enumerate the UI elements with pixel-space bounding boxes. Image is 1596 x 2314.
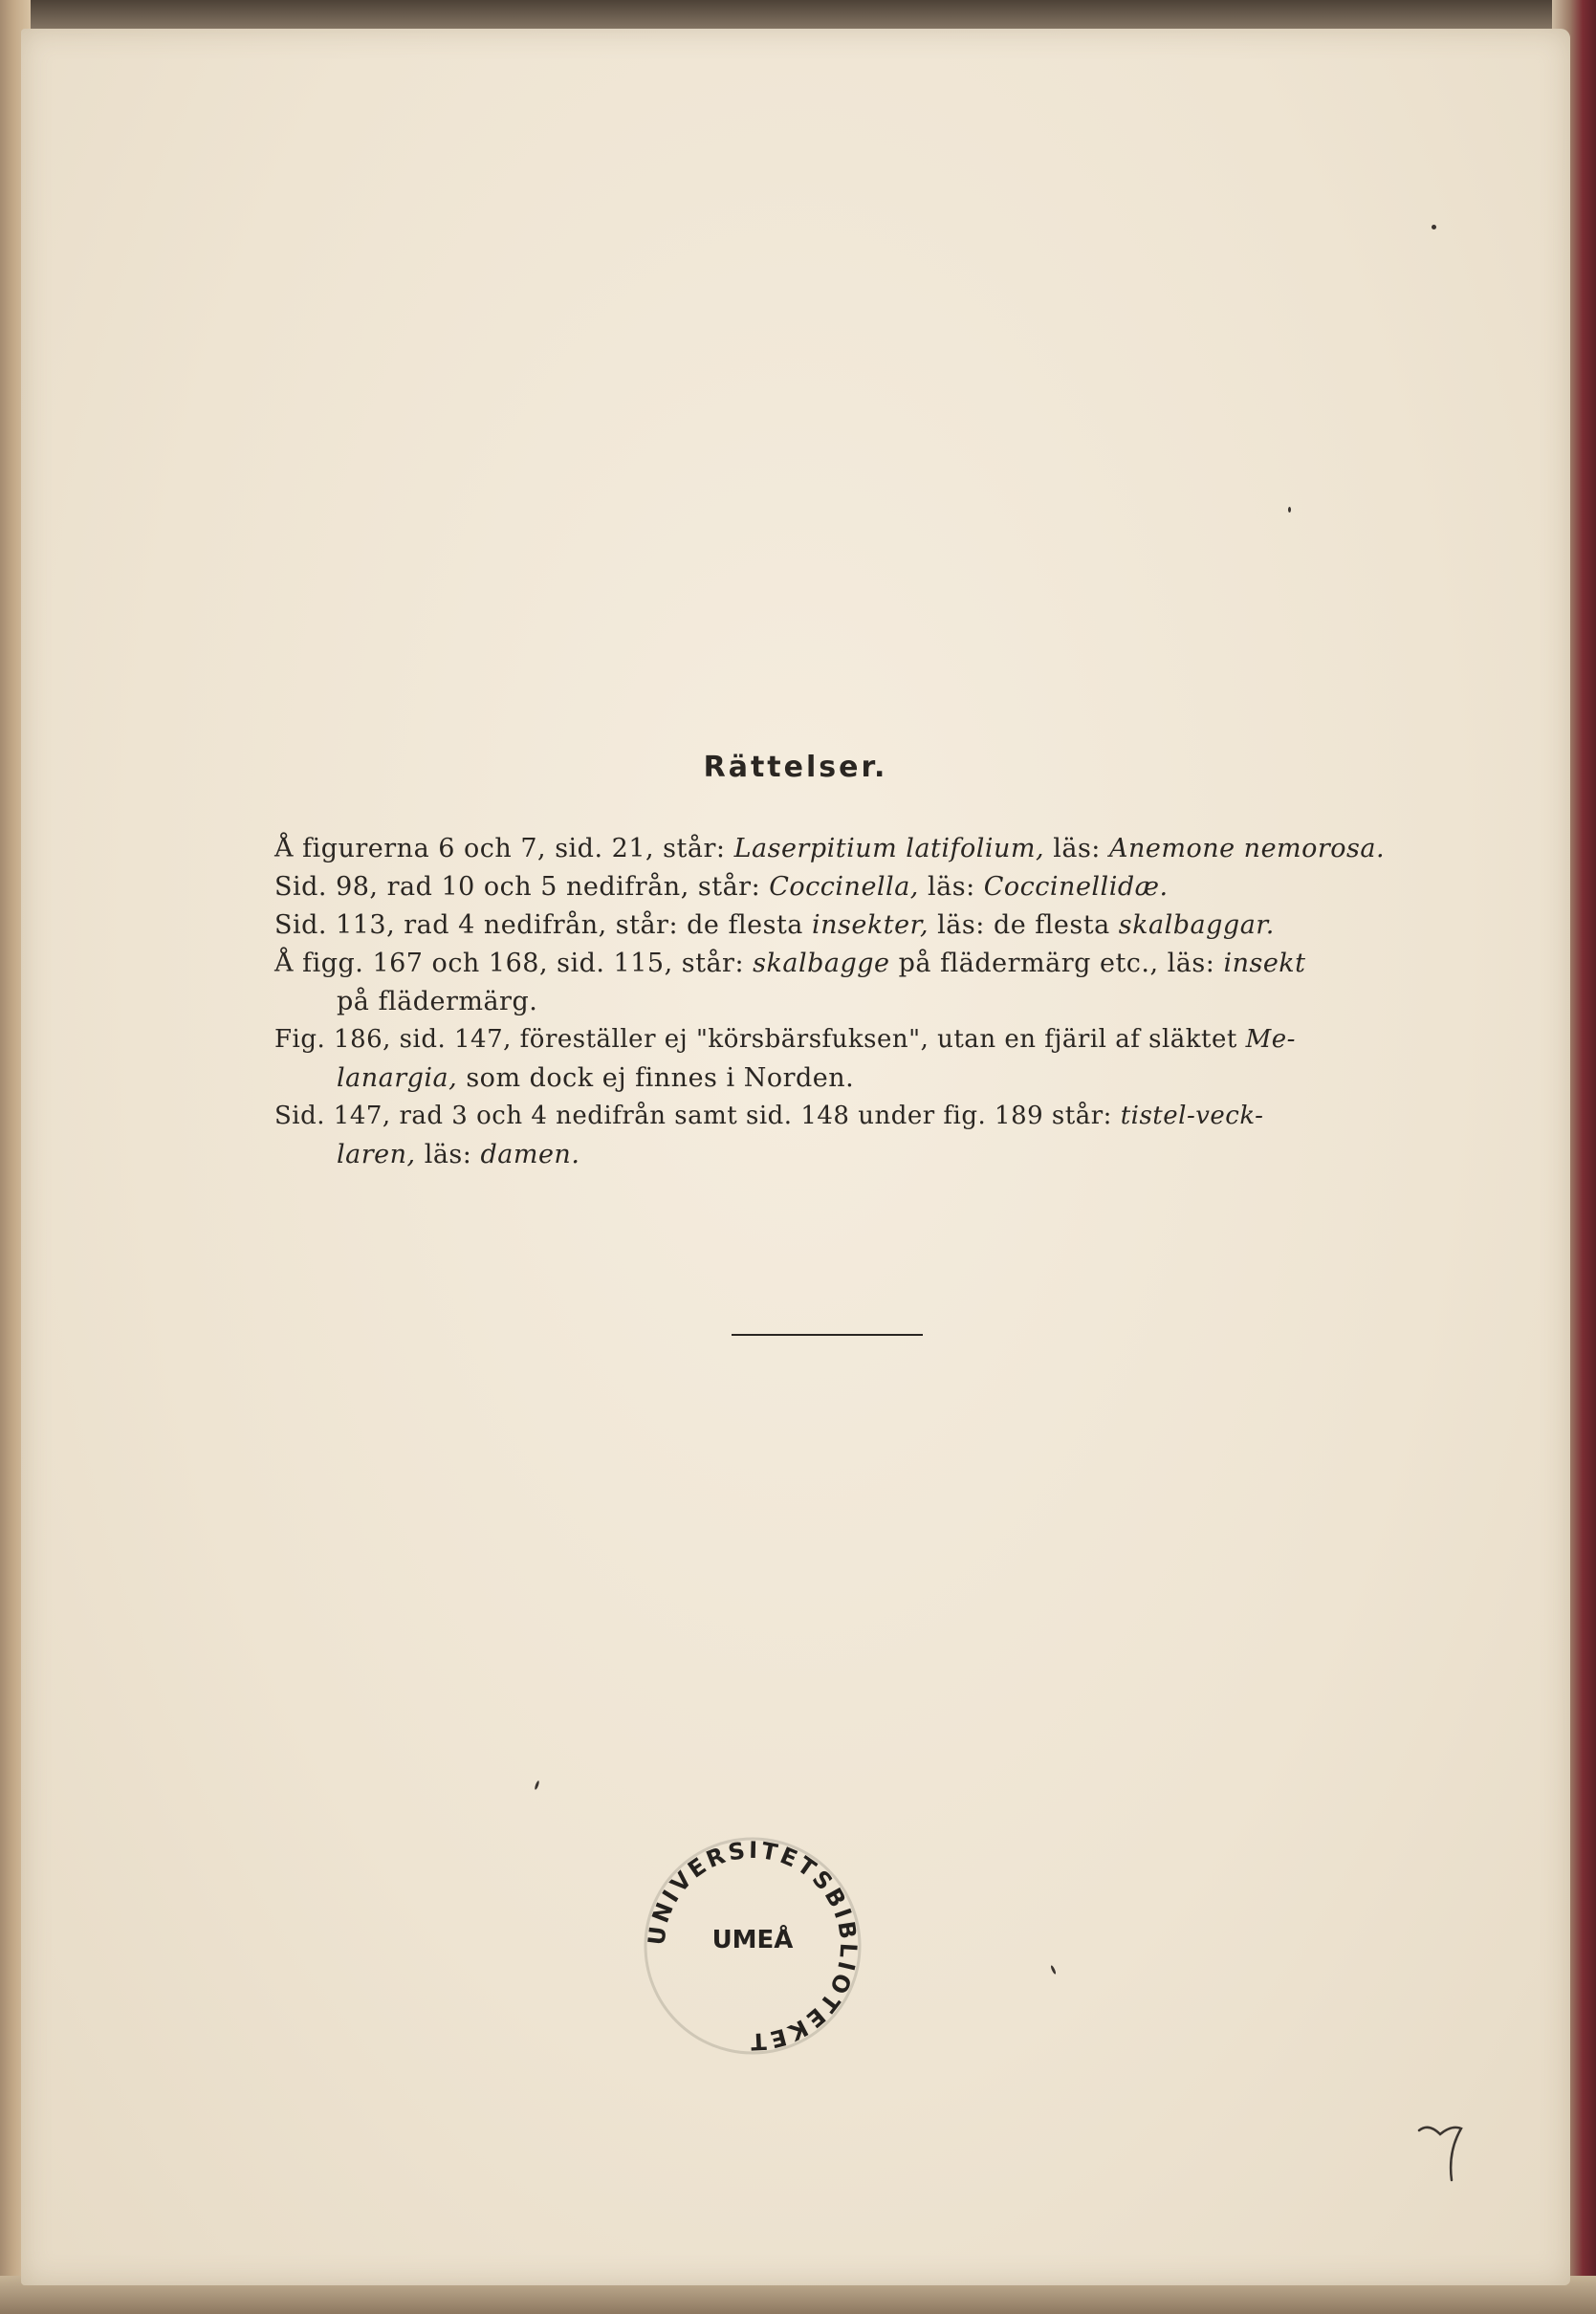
paper-speck	[1288, 507, 1291, 513]
errata-line-3	[274, 910, 1275, 940]
paper-page	[21, 29, 1570, 2285]
paper-speck	[1432, 225, 1436, 229]
errata-line-5	[274, 1025, 1296, 1054]
errata-title: Rättelser.	[703, 751, 888, 784]
errata-text: Fig. 186, sid. 147, föreställer ej "körsbärsfuksen", utan en fjäril af släktet	[274, 1025, 1237, 1054]
book-top-edge	[0, 0, 1596, 33]
errata-line-6-continued	[337, 1140, 579, 1169]
errata-text: Sid. 98, rad 10 och 5 nedifrån, står:	[274, 872, 761, 902]
errata-text: på flädermärg.	[337, 987, 538, 1016]
errata-wrong-term: insekter,	[812, 910, 929, 940]
errata-wrong-term: Laserpitium latifolium,	[733, 834, 1045, 863]
section-divider	[732, 1334, 923, 1336]
stamp-center-text: UMEÅ	[711, 1926, 794, 1954]
errata-genus-start: Me-	[1245, 1025, 1296, 1054]
errata-wrong-term: Coccinella,	[769, 872, 919, 902]
errata-correct-term: damen.	[480, 1140, 580, 1169]
errata-correct-term: insekt	[1223, 949, 1306, 978]
errata-text: som dock ej finnes i Norden.	[466, 1063, 855, 1093]
errata-genus-end: lanargia,	[337, 1063, 458, 1093]
errata-text: på flädermärg etc., läs:	[898, 949, 1215, 978]
errata-text: Sid. 113, rad 4 nedifrån, står: de flesta	[274, 910, 803, 940]
errata-line-4-continued	[337, 987, 537, 1016]
errata-text: läs: de flesta	[937, 910, 1110, 940]
errata-wrong-term: laren,	[337, 1140, 416, 1169]
library-stamp	[633, 1826, 872, 2065]
errata-line-6	[274, 1102, 1263, 1130]
errata-wrong-term: skalbagge	[753, 949, 890, 978]
errata-correct-term: Anemone nemorosa.	[1109, 834, 1386, 863]
errata-line-2	[274, 872, 1169, 902]
errata-correct-term: skalbaggar.	[1118, 910, 1275, 940]
errata-line-1	[274, 834, 1385, 863]
errata-text: läs:	[927, 872, 975, 902]
errata-text: läs:	[424, 1140, 472, 1169]
errata-line-5-continued	[337, 1063, 854, 1093]
errata-text: Å figg. 167 och 168, sid. 115, står:	[274, 949, 745, 978]
handwritten-page-mark	[1408, 2113, 1484, 2190]
errata-correct-term: Coccinellidæ.	[983, 872, 1169, 902]
errata-line-4	[274, 949, 1306, 978]
errata-wrong-term: tistel-veck-	[1120, 1102, 1264, 1130]
errata-text: Å figurerna 6 och 7, sid. 21, står:	[274, 834, 726, 863]
stamp-arc-text: UNIVERSITETSBIBLIOTEKET	[643, 1836, 863, 2056]
errata-text: Sid. 147, rad 3 och 4 nedifrån samt sid. 148 under fig. 189 står:	[274, 1102, 1112, 1130]
errata-text: läs:	[1053, 834, 1101, 863]
